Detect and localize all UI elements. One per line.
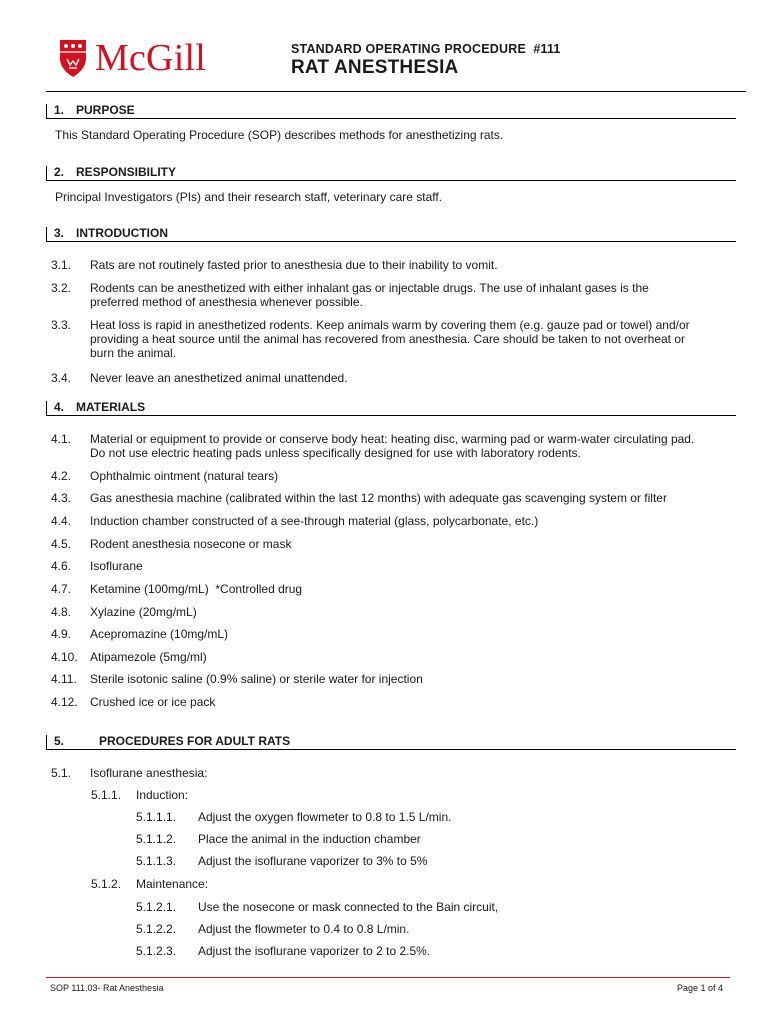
mcgill-shield-icon: [58, 38, 88, 78]
item-text: Sterile isotonic saline (0.9% saline) or sterile water for injection: [90, 672, 423, 686]
item-text: Adjust the oxygen flowmeter to 0.8 to 1.5 L/min.: [198, 810, 452, 824]
item-number: 4.11.: [51, 672, 77, 686]
mcgill-logo: [58, 38, 206, 78]
item-text: Place the animal in the induction chamber: [198, 832, 421, 846]
logo-text: McGill: [95, 37, 206, 79]
item-number: 4.6.: [51, 559, 72, 573]
item-text: Adjust the flowmeter to 0.4 to 0.8 L/min.: [198, 922, 410, 936]
item-text: Induction:: [136, 788, 189, 802]
section-number: 5.: [54, 734, 65, 748]
item-number: 3.2.: [51, 281, 72, 295]
section-label: INTRODUCTION: [76, 226, 168, 240]
item-number: 5.1.: [51, 766, 72, 780]
section-label: RESPONSIBILITY: [76, 165, 177, 179]
item-number: 4.12.: [51, 695, 78, 709]
item-text: Isoflurane: [90, 559, 143, 573]
item-text: Adjust the isoflurane vaporizer to 3% to 5%: [198, 854, 428, 868]
item-text-line: burn the animal.: [90, 346, 177, 360]
item-text: Xylazine (20mg/mL): [90, 605, 197, 619]
item-text: Use the nosecone or mask connected to the Bain circuit,: [198, 900, 499, 914]
item-text: Gas anesthesia machine (calibrated within the last 12 months) with adequate gas scavenging system or filter: [90, 491, 667, 505]
item-number: 5.1.1.1.: [136, 810, 177, 824]
responsibility-text: Principal Investigators (PIs) and their research staff, veterinary care staff.: [55, 190, 443, 204]
section-label: PURPOSE: [76, 103, 135, 117]
item-number: 4.1.: [51, 432, 72, 446]
item-text: Ophthalmic ointment (natural tears): [90, 469, 279, 483]
item-text: Atipamezole (5mg/ml): [90, 650, 207, 664]
item-text-line: providing a heat source until the animal has recovered from anesthesia. Care should be taken to not overheat or: [90, 332, 686, 346]
section-number: 1.: [54, 103, 65, 117]
document-title: RAT ANESTHESIA: [291, 57, 459, 78]
item-number: 4.7.: [51, 582, 72, 596]
item-number: 4.5.: [51, 537, 72, 551]
section-heading-responsibility: [46, 164, 736, 181]
section-number: 2.: [54, 165, 65, 179]
footer-page-number: Page 1 of 4: [677, 983, 724, 993]
item-number: 3.4.: [51, 371, 72, 385]
item-number: 5.1.2.2.: [136, 922, 177, 936]
item-text: Induction chamber constructed of a see-through material (glass, polycarbonate, etc.): [90, 514, 539, 528]
item-number: 4.3.: [51, 491, 72, 505]
item-number: 4.9.: [51, 627, 72, 641]
footer-document-id: SOP 111.03- Rat Anesthesia: [50, 983, 164, 993]
item-number: 5.1.1.3.: [136, 854, 177, 868]
item-number: 4.2.: [51, 469, 72, 483]
section-heading-purpose: [46, 102, 736, 119]
item-text-line: Rodents can be anesthetized with either inhalant gas or injectable drugs. The use of inhalant gases is the: [90, 281, 649, 295]
item-number: 4.4.: [51, 514, 72, 528]
section-heading-materials: [46, 399, 736, 416]
section-number: 4.: [54, 400, 65, 414]
sop-number: STANDARD OPERATING PROCEDURE #111: [291, 42, 561, 56]
item-number: 3.1.: [51, 258, 72, 272]
item-number: 5.1.2.1.: [136, 900, 177, 914]
item-text: Maintenance:: [136, 877, 209, 891]
section-label: MATERIALS: [76, 400, 146, 414]
item-text: Rodent anesthesia nosecone or mask: [90, 537, 292, 551]
item-number: 5.1.2.: [91, 877, 122, 891]
section-label: PROCEDURES FOR ADULT RATS: [99, 734, 291, 748]
section-number: 3.: [54, 226, 65, 240]
section-heading-introduction: [46, 225, 736, 242]
item-number: 5.1.1.2.: [136, 832, 177, 846]
item-text-line: Do not use electric heating pads unless specifically designed for use with laboratory rodents.: [90, 446, 581, 460]
section-heading-procedures: [46, 733, 736, 750]
item-text: Isoflurane anesthesia:: [90, 766, 208, 780]
item-number: 5.1.1.: [91, 788, 122, 802]
item-text-line: Material or equipment to provide or conserve body heat: heating disc, warming pad or warm-water circulating pad.: [90, 432, 695, 446]
item-text: Never leave an anesthetized animal unattended.: [90, 371, 348, 385]
item-number: 3.3.: [51, 318, 72, 332]
item-text: Acepromazine (10mg/mL): [90, 627, 229, 641]
purpose-text: This Standard Operating Procedure (SOP) describes methods for anesthetizing rats.: [55, 128, 504, 142]
item-text-line: preferred method of anesthesia whenever possible.: [90, 295, 363, 309]
item-text: Crushed ice or ice pack: [90, 695, 216, 709]
item-text: Adjust the isoflurane vaporizer to 2 to 2.5%.: [198, 944, 431, 958]
item-number: 5.1.2.3.: [136, 944, 177, 958]
document-header: [291, 42, 561, 79]
item-text: Rats are not routinely fasted prior to anesthesia due to their inability to vomit.: [90, 258, 498, 272]
item-number: 4.10.: [51, 650, 78, 664]
footer-rule: [46, 977, 730, 978]
item-text-line: Heat loss is rapid in anesthetized rodents. Keep animals warm by covering them (e.g. gauze pad or towel) and/or: [90, 318, 690, 332]
item-text: Ketamine (100mg/mL) *Controlled drug: [90, 582, 303, 596]
item-number: 4.8.: [51, 605, 72, 619]
header-rule: [46, 91, 746, 92]
